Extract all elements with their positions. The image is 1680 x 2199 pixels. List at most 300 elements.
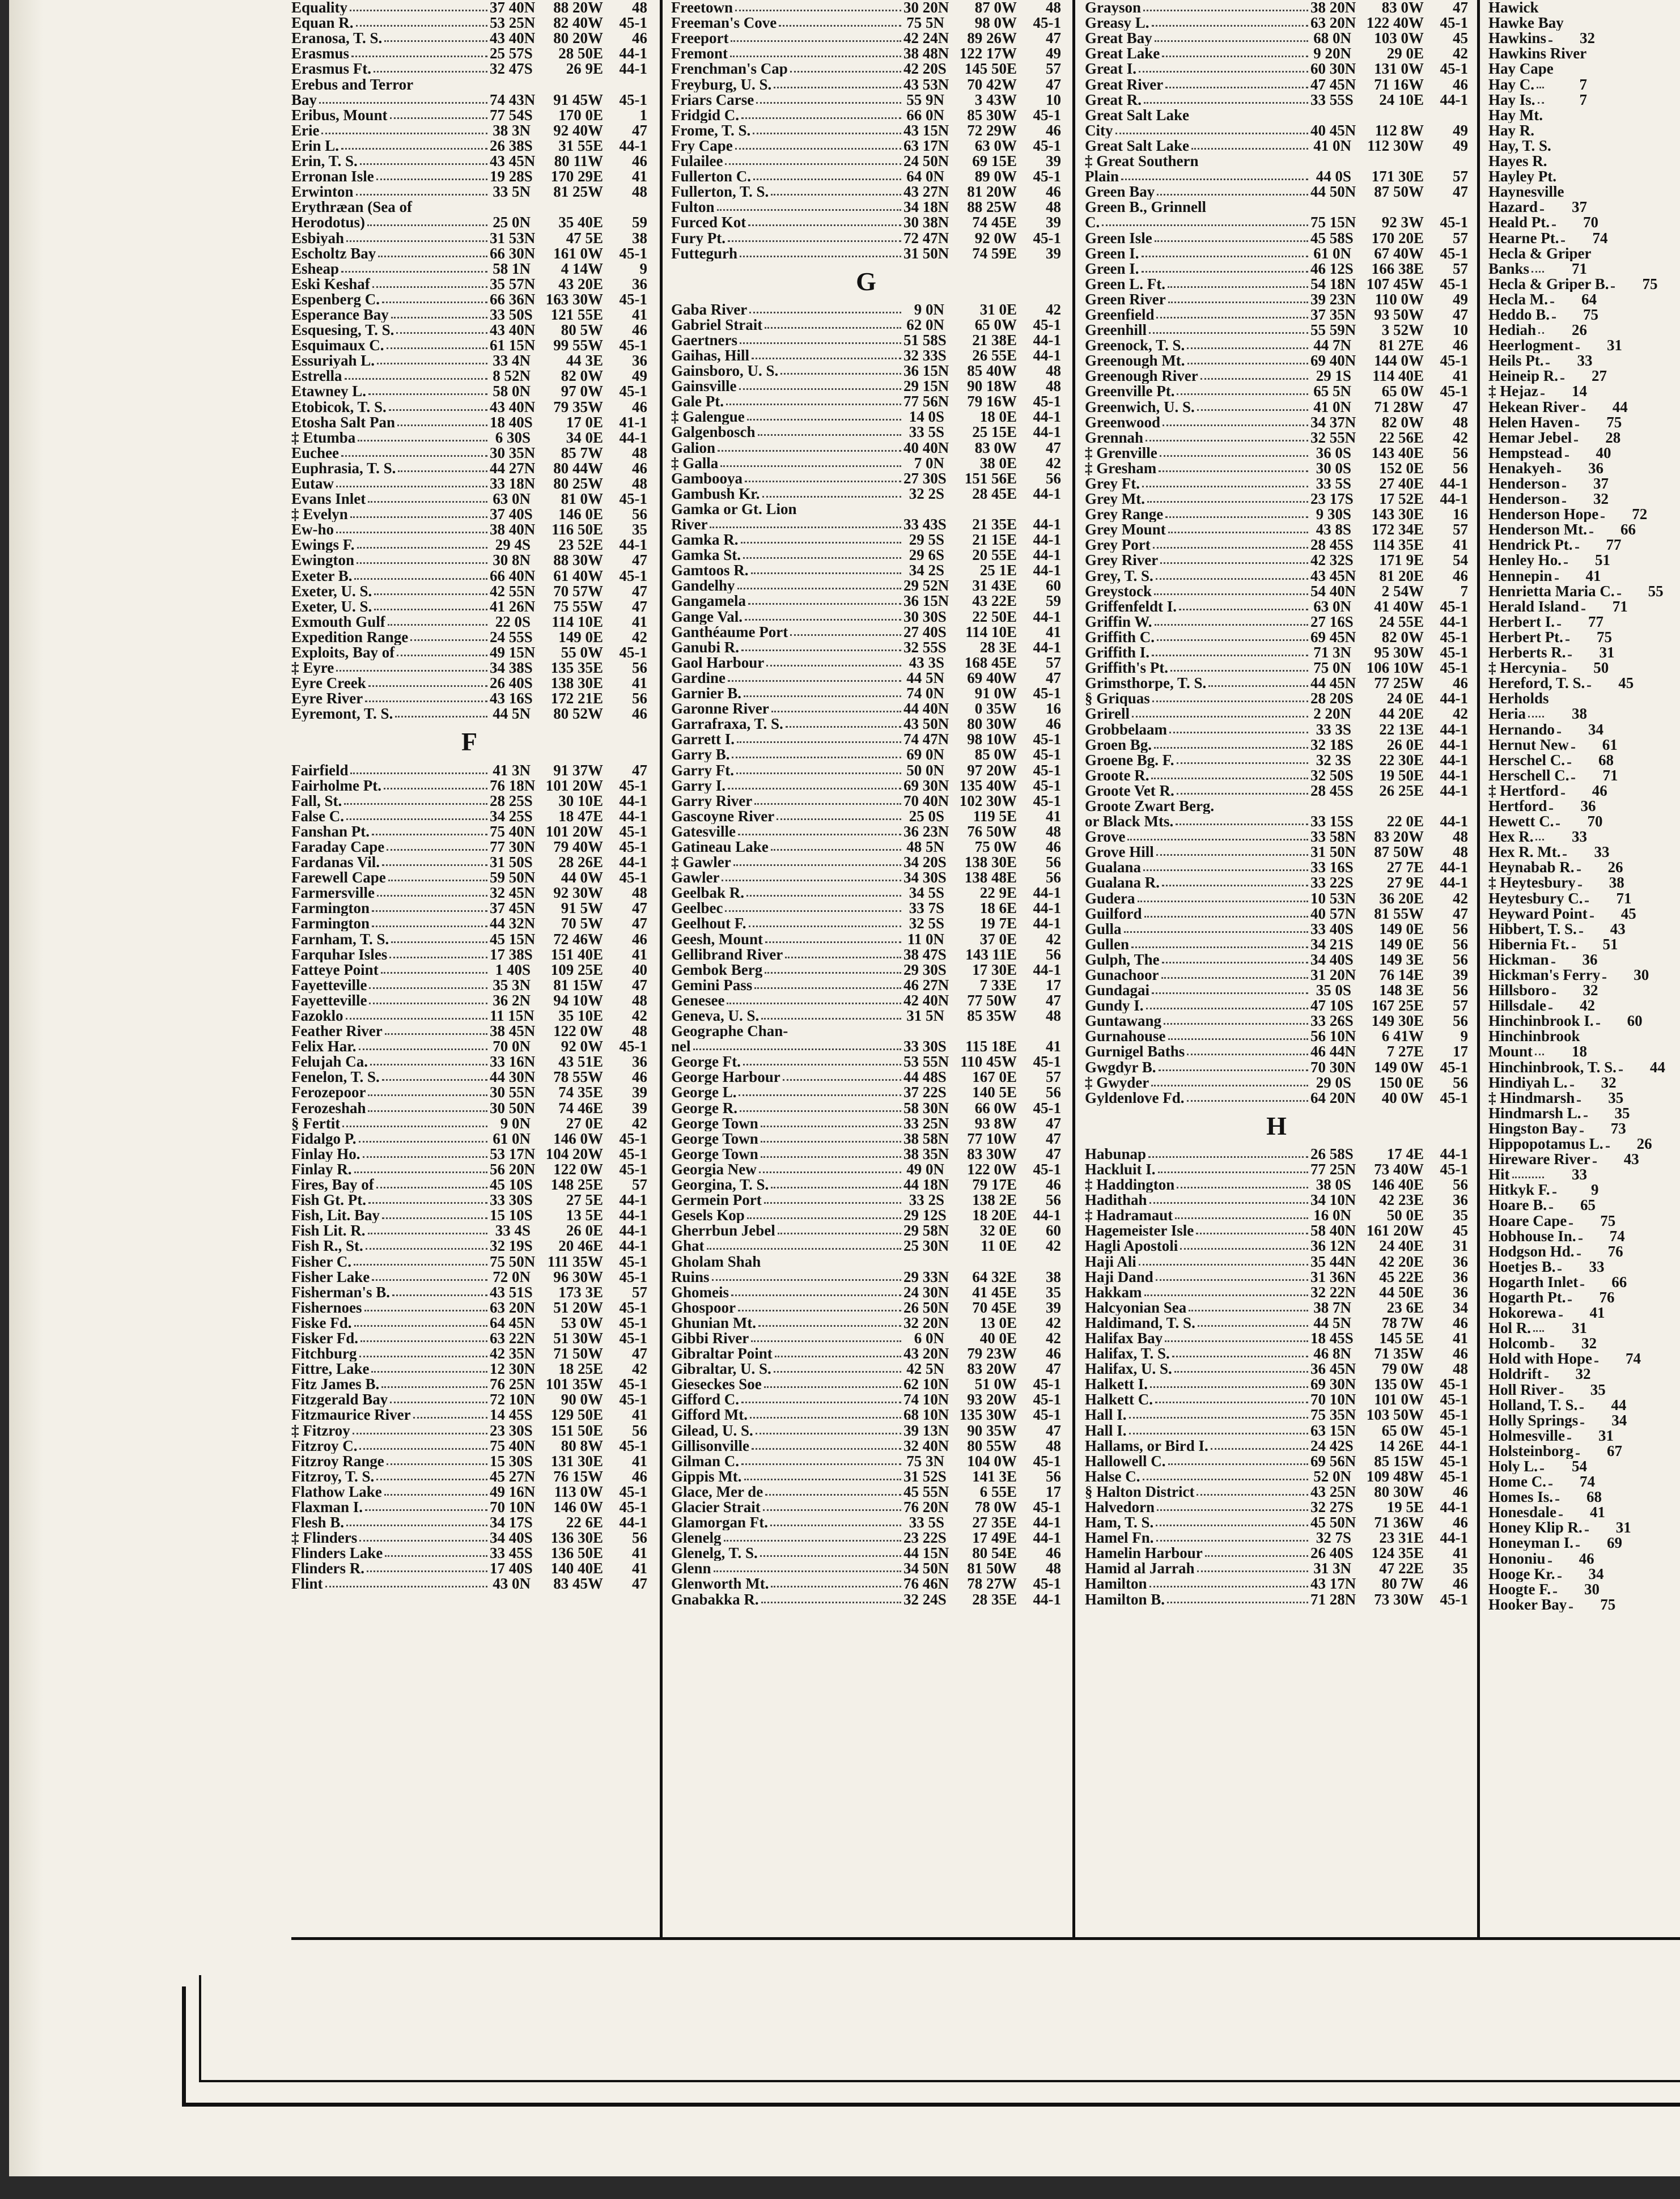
dot-leader <box>392 1294 487 1296</box>
dot-leader <box>1596 1023 1600 1025</box>
dot-leader <box>369 987 487 989</box>
longitude: 70 45E <box>972 1300 1017 1315</box>
dot-leader <box>1154 593 1308 595</box>
latitude: 36 15N <box>903 363 949 379</box>
place-name: Eribus, Mount <box>291 107 388 123</box>
latitude: 70 30N <box>1310 1059 1356 1075</box>
map-number: 48 <box>1453 414 1468 430</box>
longitude: 17 49E <box>972 1530 1017 1546</box>
map-number: 44-1 <box>619 1238 647 1254</box>
dot-leader <box>754 803 901 805</box>
gazetteer-entry <box>1085 1407 1468 1423</box>
gazetteer-entry <box>291 1008 647 1024</box>
longitude: 81 27E <box>1379 338 1424 354</box>
gazetteer-entry <box>1488 691 1680 706</box>
latitude: 75 15N <box>1310 215 1356 231</box>
map-number: 42 <box>632 1361 647 1377</box>
latitude: 16 0N <box>1313 1208 1351 1224</box>
gazetteer-entry <box>1085 1576 1468 1591</box>
latitude: 46 <box>1592 783 1607 799</box>
place-name: Equan R. <box>291 15 354 31</box>
place-name: Halifax, T. S. <box>1085 1345 1170 1362</box>
map-number: 36 <box>1453 1254 1468 1270</box>
gazetteer-entry <box>291 824 647 839</box>
place-name: Hecla M. <box>1488 291 1548 307</box>
longitude: 140 5E <box>972 1085 1017 1101</box>
gazetteer-entry <box>1488 154 1680 169</box>
latitude: 74 0N <box>906 685 944 702</box>
longitude: 28 26E <box>558 854 603 871</box>
gazetteer-entry <box>671 1331 1061 1346</box>
place-name: Gembok Berg <box>671 962 763 978</box>
gazetteer-entry <box>1488 983 1680 998</box>
place-name: Haji Dand <box>1085 1269 1153 1285</box>
longitude: 38 0E <box>979 455 1017 471</box>
latitude: 6 0N <box>914 1330 944 1346</box>
dot-leader <box>1165 1340 1308 1342</box>
dot-leader <box>1127 839 1308 840</box>
map-number: 45-1 <box>1440 1453 1468 1469</box>
latitude: 74 43N <box>490 92 536 108</box>
latitude: 38 <box>1572 706 1587 722</box>
map-number: 45-1 <box>1033 1576 1061 1592</box>
place-name: Henrietta Maria C. <box>1488 583 1615 599</box>
latitude: 31 5N <box>906 1008 944 1024</box>
gazetteer-entry <box>1085 1254 1468 1269</box>
latitude: 9 30S <box>1316 507 1351 523</box>
gazetteer-entry <box>1085 215 1468 230</box>
map-number: 44-1 <box>1033 516 1061 532</box>
place-name: Hoetjes B. <box>1488 1259 1556 1275</box>
place-name: Finlay Ho. <box>291 1146 360 1162</box>
latitude: 33 <box>1577 353 1593 369</box>
latitude: 28 25S <box>490 793 533 809</box>
gazetteer-entry <box>291 1315 647 1331</box>
place-name: Gellibrand River <box>671 946 783 962</box>
map-number: 46 <box>632 460 647 476</box>
dot-leader <box>1157 1509 1308 1511</box>
gazetteer-entry <box>1488 1520 1680 1535</box>
map-number: 57 <box>632 1284 647 1300</box>
gazetteer-entry <box>1085 138 1468 154</box>
latitude: 75 50N <box>490 1254 536 1270</box>
map-number: 46 <box>1453 77 1468 92</box>
place-name: Erie <box>291 122 320 138</box>
gazetteer-entry <box>291 584 647 599</box>
longitude: 136 50E <box>550 1546 603 1561</box>
latitude: 31 20N <box>1310 967 1356 983</box>
latitude: 43 <box>1623 1152 1639 1168</box>
place-name: Heddo B. <box>1488 307 1550 322</box>
dot-leader <box>1102 224 1308 226</box>
map-number: 60 <box>1046 1223 1061 1239</box>
place-name: Erasmus Ft. <box>291 61 371 77</box>
place-name: Great Bay <box>1085 31 1152 46</box>
latitude: 42 <box>1580 998 1596 1014</box>
dot-leader <box>754 987 901 989</box>
longitude: 36 20E <box>1379 890 1424 906</box>
dot-leader <box>346 1018 488 1020</box>
place-name: Gulph, The <box>1085 952 1160 967</box>
index-column-d <box>1488 0 1680 1935</box>
place-name: Heria <box>1488 706 1526 722</box>
latitude: 76 25N <box>490 1377 536 1393</box>
longitude: 41 45E <box>972 1284 1017 1300</box>
place-name: Ewings F. <box>291 537 355 553</box>
map-number: 41 <box>632 614 647 630</box>
dot-leader <box>739 1094 901 1096</box>
latitude: 7 0N <box>914 455 944 471</box>
map-number: 45-1 <box>1440 1090 1468 1106</box>
gazetteer-entry <box>1085 737 1468 753</box>
gazetteer-entry <box>671 1515 1061 1530</box>
gazetteer-entry <box>291 599 647 614</box>
place-name: Green I. <box>1085 245 1139 261</box>
latitude: 27 30S <box>903 470 947 486</box>
gazetteer-entry <box>291 31 647 46</box>
gazetteer-entry <box>1085 1515 1468 1530</box>
dot-leader <box>1146 440 1308 442</box>
map-number: 57 <box>1453 522 1468 538</box>
latitude: 70 <box>1587 813 1603 830</box>
longitude: 79 35W <box>553 399 603 415</box>
dot-leader <box>744 695 901 697</box>
place-name: George Harbour <box>671 1069 780 1085</box>
latitude: 15 10S <box>490 1208 533 1224</box>
latitude: 54 <box>1572 1458 1587 1474</box>
gazetteer-entry <box>671 15 1061 31</box>
place-name: Grove Hill <box>1085 844 1154 860</box>
place-name: Grayson <box>1085 0 1142 16</box>
longitude: 7 27E <box>1386 1044 1424 1060</box>
dot-leader <box>341 271 487 273</box>
place-name: Holdrift <box>1488 1366 1542 1382</box>
gazetteer-entry <box>671 0 1061 15</box>
dot-leader <box>359 1141 487 1143</box>
page-edge-shadow <box>9 0 43 2176</box>
gazetteer-entry <box>1488 1489 1680 1505</box>
gazetteer-entry <box>671 855 1061 870</box>
latitude: 34 38S <box>490 660 533 676</box>
gazetteer-entry <box>291 445 647 461</box>
longitude: 27 7E <box>1386 860 1424 876</box>
place-name: Helen Haven <box>1488 414 1573 430</box>
map-number: 45-1 <box>1033 394 1061 410</box>
place-name: Glamorgan Ft. <box>671 1515 768 1531</box>
dot-leader <box>1163 424 1308 426</box>
longitude: 83 0W <box>974 440 1017 456</box>
latitude: 19 28S <box>490 169 533 185</box>
place-name: Futtegurh <box>671 245 737 261</box>
longitude: 45 22E <box>1379 1269 1424 1285</box>
gazetteer-entry <box>291 1069 647 1085</box>
map-number: 46 <box>1453 568 1468 584</box>
place-name: Green Isle <box>1085 230 1152 246</box>
dot-leader <box>1180 1248 1308 1250</box>
latitude: 42 35N <box>490 1345 536 1362</box>
latitude: 64 45N <box>490 1315 536 1331</box>
place-name: Espenberg C. <box>291 291 380 307</box>
gazetteer-entry <box>1488 1182 1680 1198</box>
map-number: 49 <box>1453 291 1468 307</box>
dot-leader <box>1585 901 1588 902</box>
gazetteer-entry <box>671 670 1061 686</box>
latitude: 37 40N <box>490 0 536 16</box>
dot-leader <box>744 1479 901 1480</box>
latitude: 27 16S <box>1310 614 1354 630</box>
latitude: 41 <box>1589 1305 1605 1321</box>
place-name: Fitzroy Range <box>291 1453 384 1469</box>
place-name: Hokorewa <box>1488 1305 1556 1321</box>
place-name: Haynesville <box>1488 184 1564 200</box>
place-name: George R. <box>671 1100 737 1116</box>
latitude: 63 17N <box>903 138 949 154</box>
latitude: 63 0N <box>493 491 531 507</box>
gazetteer-entry <box>671 625 1061 640</box>
gazetteer-entry <box>671 1208 1061 1223</box>
latitude: 29 1S <box>1316 368 1351 384</box>
longitude: 26 0E <box>1386 737 1424 753</box>
longitude: 148 3E <box>1379 983 1424 999</box>
place-name: Fayetteville <box>291 992 367 1008</box>
longitude: 119 5E <box>973 808 1017 824</box>
latitude: 47 10S <box>1310 998 1354 1014</box>
place-name: Green I. <box>1085 261 1139 277</box>
dot-leader <box>710 527 901 528</box>
latitude: 75 0N <box>1313 660 1351 676</box>
gazetteer-entry <box>291 1300 647 1315</box>
map-number: 48 <box>632 992 647 1008</box>
map-number: 46 <box>1453 1515 1468 1531</box>
dot-leader <box>360 163 487 165</box>
latitude: 26 38S <box>490 138 533 154</box>
place-name: Greasy L. <box>1085 15 1149 31</box>
latitude: 44 32N <box>490 916 536 932</box>
place-name: Glenworth Mt. <box>671 1576 769 1592</box>
place-name: Ganubi R. <box>671 639 740 655</box>
place-name: Farmersville <box>291 885 375 901</box>
index-column-c <box>1085 0 1468 1935</box>
place-name: Hold with Hope <box>1488 1351 1593 1367</box>
latitude: 44 0S <box>1316 169 1351 185</box>
dot-leader <box>382 302 487 303</box>
place-name: Esperance Bay <box>291 307 389 322</box>
dot-leader <box>741 649 901 651</box>
place-name: Georgia New <box>671 1161 757 1177</box>
latitude: 54 40N <box>1310 583 1356 599</box>
dot-leader <box>1179 609 1308 610</box>
place-name: Hireware River <box>1488 1152 1590 1168</box>
longitude: 83 0W <box>1381 0 1424 16</box>
longitude: 24 40E <box>1379 1238 1424 1254</box>
gazetteer-entry <box>291 246 647 261</box>
place-name: Grobbelaam <box>1085 721 1168 737</box>
gazetteer-entry <box>671 199 1061 215</box>
dot-leader <box>1142 256 1309 257</box>
place-name: Groote Zwart Berg. <box>1085 798 1215 814</box>
map-number: 47 <box>632 1345 647 1362</box>
gazetteer-entry <box>1488 1275 1680 1290</box>
gazetteer-entry <box>671 1116 1061 1131</box>
map-number: 46 <box>1046 1177 1061 1193</box>
map-number: 44-1 <box>1033 1530 1061 1546</box>
place-name: Fury Pt. <box>671 230 726 246</box>
place-name: Feather River <box>291 1024 383 1039</box>
latitude: 36 <box>1580 798 1596 814</box>
longitude: 25 15E <box>972 424 1017 440</box>
gazetteer-entry <box>671 1530 1061 1546</box>
dot-leader <box>367 1570 487 1572</box>
gazetteer-entry <box>1488 768 1680 783</box>
place-name: Flathow Lake <box>291 1484 382 1500</box>
dot-leader <box>1156 1540 1309 1542</box>
longitude: 138 30E <box>550 676 603 691</box>
latitude: 37 <box>1593 476 1609 491</box>
dot-leader <box>372 926 487 927</box>
dot-leader <box>735 148 901 150</box>
gazetteer-entry <box>291 108 647 123</box>
longitude: 95 30W <box>1374 644 1424 661</box>
gazetteer-entry <box>1488 1121 1680 1136</box>
place-name: Hamelin Harbour <box>1085 1546 1203 1561</box>
place-name: Glenelg, T. S. <box>671 1546 758 1561</box>
place-name: Erronan Isle <box>291 169 374 185</box>
map-number: 56 <box>632 1530 647 1546</box>
map-number: 45-1 <box>619 291 647 307</box>
gazetteer-entry <box>291 1192 647 1208</box>
gazetteer-entry <box>291 660 647 676</box>
longitude: 80 30W <box>1374 1484 1424 1500</box>
longitude: 70 57W <box>553 583 603 599</box>
latitude: 32 47S <box>490 61 533 77</box>
dot-leader <box>368 1233 487 1234</box>
latitude: 77 56N <box>903 394 949 410</box>
map-number: 45-1 <box>619 568 647 584</box>
gazetteer-entry <box>291 1469 647 1484</box>
dot-leader <box>397 655 487 656</box>
map-number: 45-1 <box>619 245 647 261</box>
place-name: Green River <box>1085 291 1166 307</box>
dot-leader <box>1593 1161 1596 1163</box>
longitude: 114 40E <box>1372 368 1424 384</box>
longitude: 22 13E <box>1379 721 1424 737</box>
longitude: 24 0E <box>1386 691 1424 707</box>
latitude: 64 <box>1581 291 1597 307</box>
dot-leader <box>1198 1325 1308 1327</box>
gazetteer-entry <box>1488 1505 1680 1520</box>
map-number: 44-1 <box>1440 860 1468 876</box>
place-name: Home C. <box>1488 1474 1546 1490</box>
gazetteer-entry <box>291 1392 647 1407</box>
longitude: 6 55E <box>979 1484 1017 1500</box>
dot-leader <box>1558 1576 1561 1578</box>
map-number: 44-1 <box>619 430 647 445</box>
map-number: 45-1 <box>619 1438 647 1454</box>
gazetteer-entry <box>671 1147 1061 1162</box>
latitude: 9 <box>1591 1182 1599 1198</box>
place-name: Fazoklo <box>291 1008 343 1024</box>
place-name: Hex R. Mt. <box>1488 844 1561 860</box>
gazetteer-entry <box>291 901 647 916</box>
latitude: 31 <box>1606 338 1622 354</box>
map-number: 45-1 <box>1033 1392 1061 1408</box>
place-name: Erwinton <box>291 184 354 200</box>
place-name: Hackluit I. <box>1085 1161 1156 1177</box>
place-name: Gudera <box>1085 890 1135 906</box>
longitude: 21 35E <box>972 516 1017 532</box>
place-name: Hecla & Griper <box>1488 245 1592 261</box>
latitude: 36 23N <box>903 823 949 839</box>
gazetteer-entry <box>1085 92 1468 108</box>
latitude: 48 5N <box>906 839 944 855</box>
place-name: Grennah <box>1085 430 1144 445</box>
place-name: Gainsboro, U. S. <box>671 363 779 379</box>
gazetteer-entry <box>291 568 647 583</box>
dot-leader <box>356 25 487 27</box>
longitude: 30 10E <box>558 793 603 809</box>
place-name: Flint <box>291 1576 323 1592</box>
gazetteer-entry <box>291 978 647 993</box>
dot-leader <box>1617 593 1620 595</box>
dot-leader <box>1169 732 1308 733</box>
place-name: Greenock, T. S. <box>1085 338 1185 354</box>
map-number: 47 <box>632 762 647 778</box>
latitude: 76 18N <box>490 778 536 793</box>
map-number: 46 <box>632 1468 647 1484</box>
place-name: Hernut New <box>1488 737 1569 753</box>
map-number: 9 <box>1460 1029 1468 1045</box>
latitude: 43 8S <box>1316 522 1351 538</box>
map-number: 45-1 <box>1033 1054 1061 1070</box>
longitude: 76 50W <box>967 823 1017 839</box>
place-name: Hay C. <box>1488 77 1534 92</box>
latitude: 26 <box>1572 322 1587 338</box>
gazetteer-entry <box>1085 1059 1468 1075</box>
place-name: Grey Range <box>1085 507 1164 523</box>
gazetteer-entry <box>1085 199 1468 215</box>
place-name: Etawney L. <box>291 384 367 400</box>
dot-leader <box>1142 271 1309 273</box>
dot-leader <box>775 1356 901 1357</box>
gazetteer-entry <box>1085 384 1468 399</box>
dot-leader <box>1156 1279 1308 1281</box>
place-name: Heald Pt. <box>1488 215 1550 231</box>
map-number: 45-1 <box>1440 1059 1468 1075</box>
latitude: 43 53N <box>903 77 949 92</box>
longitude: 113 0W <box>554 1484 603 1500</box>
gazetteer-entry <box>671 1085 1061 1100</box>
place-name: Fidalgo P. <box>291 1131 357 1147</box>
dot-leader <box>728 240 901 242</box>
gazetteer-entry <box>1488 338 1680 353</box>
gazetteer-entry <box>1488 799 1680 814</box>
latitude: 14 0S <box>909 409 944 425</box>
place-name: Gambush Kr. <box>671 486 760 502</box>
dot-leader <box>766 665 901 667</box>
dot-leader <box>1561 793 1564 795</box>
place-name: Grey Port <box>1085 537 1151 553</box>
place-name: Groene Bg. F. <box>1085 752 1174 768</box>
place-name: Green L. Ft. <box>1085 276 1165 292</box>
gazetteer-entry <box>671 1361 1061 1377</box>
dot-leader <box>1157 194 1308 196</box>
map-number: 47 <box>1453 307 1468 322</box>
gazetteer-entry <box>671 655 1061 670</box>
dot-leader <box>396 332 487 334</box>
latitude: 43 40N <box>490 322 536 338</box>
place-name: Fires, Bay of <box>291 1177 374 1193</box>
dot-leader <box>1149 1586 1308 1587</box>
